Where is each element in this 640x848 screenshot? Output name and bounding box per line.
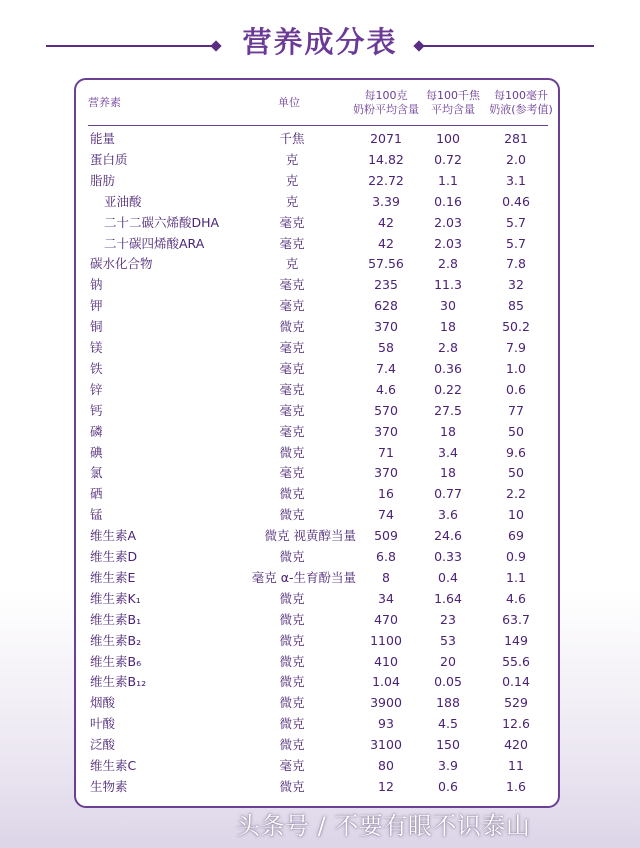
nutrient-name: 生物素: [90, 778, 128, 794]
unit-cell: 毫克: [279, 360, 305, 376]
value-per-100ml: 5.7: [506, 235, 526, 251]
header-unit: 单位: [278, 96, 300, 109]
value-per-100g: 235: [374, 277, 398, 293]
table-row: [76, 400, 558, 421]
table-row: [76, 504, 558, 525]
nutrient-name: 维生素D: [90, 549, 138, 564]
value-per-100ml: 5.7: [506, 214, 526, 230]
value-per-100kj: 18: [440, 465, 456, 481]
table-header: [76, 80, 558, 126]
header-per-100ml-line1: 每100毫升: [494, 89, 548, 102]
unit-cell: 毫克: [279, 423, 305, 439]
unit-cell: 微克 视黄醇当量: [264, 528, 356, 544]
value-per-100g: 93: [378, 716, 394, 732]
unit-cell: 毫克: [279, 298, 305, 314]
value-per-100ml: 3.1: [506, 172, 526, 188]
nutrient-name: 钾: [90, 298, 103, 314]
value-per-100g: 509: [374, 528, 398, 544]
table-row: [76, 462, 558, 483]
value-per-100g: 42: [378, 214, 394, 230]
unit-cell: 克: [285, 193, 299, 209]
value-per-100kj: 11.3: [434, 277, 462, 293]
value-per-100kj: 150: [436, 737, 460, 753]
title-row: [0, 14, 640, 59]
nutrient-name: 泛酸: [90, 737, 116, 753]
unit-cell: 克: [285, 151, 299, 167]
nutrition-table: [74, 78, 560, 808]
value-per-100ml: 63.7: [502, 611, 530, 627]
value-per-100ml: 0.9: [506, 549, 526, 564]
value-per-100kj: 0.72: [434, 151, 462, 167]
value-per-100g: 8: [382, 569, 390, 585]
value-per-100ml: 7.8: [506, 256, 526, 272]
unit-cell: 微克: [279, 632, 305, 648]
table-row: [76, 128, 558, 149]
title-divider-right: [420, 45, 594, 47]
header-per-100kj-line1: 每100千焦: [426, 89, 480, 102]
value-per-100g: 14.82: [368, 151, 404, 167]
nutrient-name: 维生素E: [90, 569, 136, 585]
value-per-100kj: 2.8: [438, 256, 458, 272]
header-per-100g-line2: 奶粉平均含量: [353, 103, 419, 116]
header-per-100g-line1: 每100克: [364, 89, 408, 102]
header-per-100kj-line2: 平均含量: [431, 103, 475, 116]
nutrient-name: 镁: [90, 340, 103, 355]
nutrient-name: 碘: [90, 444, 103, 460]
unit-cell: 微克: [279, 611, 305, 627]
value-per-100g: 12: [378, 778, 394, 794]
value-per-100ml: 11: [508, 758, 524, 773]
nutrient-name: 脂肪: [90, 172, 116, 188]
value-per-100ml: 32: [508, 277, 524, 293]
value-per-100g: 42: [378, 235, 394, 251]
nutrient-name: 能量: [90, 131, 116, 146]
unit-cell: 克: [285, 172, 299, 188]
unit-cell: 微克: [279, 444, 305, 460]
table-row: [76, 630, 558, 651]
value-per-100ml: 149: [504, 632, 528, 648]
nutrient-name: 氯: [90, 465, 103, 481]
value-per-100kj: 3.6: [438, 507, 458, 523]
table-row: [76, 295, 558, 316]
nutrient-name: 二十二碳六烯酸DHA: [104, 214, 220, 230]
header-nutrient: 营养素: [88, 96, 121, 109]
table-row: [76, 755, 558, 776]
value-per-100g: 410: [374, 653, 398, 669]
value-per-100kj: 0.22: [434, 381, 462, 397]
value-per-100ml: 1.0: [506, 360, 526, 376]
value-per-100g: 80: [378, 758, 394, 773]
unit-cell: 微克: [279, 737, 305, 753]
unit-cell: 毫克 α-生育酚当量: [251, 569, 356, 585]
unit-cell: 毫克: [279, 402, 305, 418]
value-per-100kj: 23: [440, 611, 456, 627]
value-per-100ml: 2.0: [506, 151, 526, 167]
table-row: [76, 651, 558, 672]
value-per-100g: 58: [378, 340, 394, 355]
nutrient-name: 硒: [90, 486, 103, 502]
unit-cell: 微克: [279, 778, 305, 794]
unit-cell: 克: [285, 256, 299, 272]
table-row: [76, 358, 558, 379]
table-row: [76, 734, 558, 755]
table-row: [76, 776, 558, 797]
value-per-100g: 628: [374, 298, 398, 314]
unit-cell: 毫克: [279, 340, 305, 355]
value-per-100g: 6.8: [376, 549, 396, 564]
table-row: [76, 692, 558, 713]
table-row: [76, 316, 558, 337]
unit-cell: 微克: [279, 319, 305, 335]
nutrient-name: 烟酸: [90, 695, 116, 711]
value-per-100g: 470: [374, 611, 398, 627]
value-per-100kj: 2.8: [438, 340, 458, 355]
value-per-100g: 2071: [370, 131, 402, 146]
value-per-100ml: 10: [508, 507, 524, 523]
value-per-100kj: 1.1: [438, 172, 458, 188]
table-row: [76, 149, 558, 170]
value-per-100kj: 0.16: [434, 193, 462, 209]
unit-cell: 微克: [279, 653, 305, 669]
value-per-100g: 370: [374, 423, 398, 439]
value-per-100kj: 0.4: [438, 569, 458, 585]
unit-cell: 毫克: [279, 277, 305, 293]
value-per-100kj: 4.5: [438, 716, 458, 732]
value-per-100ml: 12.6: [502, 716, 530, 732]
nutrient-name: 锌: [90, 381, 103, 397]
unit-cell: 毫克: [279, 465, 305, 481]
watermark-text: 头条号 / 不要有眼不识泰山: [236, 812, 531, 840]
value-per-100g: 57.56: [368, 256, 404, 272]
value-per-100ml: 0.6: [506, 381, 526, 397]
table-row: [76, 233, 558, 254]
table-row: [76, 191, 558, 212]
value-per-100kj: 188: [436, 695, 460, 711]
unit-cell: 千焦: [279, 131, 305, 146]
value-per-100g: 7.4: [376, 360, 396, 376]
value-per-100kj: 0.36: [434, 360, 462, 376]
unit-cell: 微克: [279, 549, 305, 564]
value-per-100g: 74: [378, 507, 394, 523]
unit-cell: 毫克: [279, 758, 305, 773]
header-divider: [88, 125, 548, 126]
value-per-100kj: 20: [440, 653, 456, 669]
value-per-100ml: 0.46: [502, 193, 530, 209]
value-per-100ml: 77: [508, 402, 524, 418]
nutrient-name: 碳水化合物: [90, 256, 153, 272]
nutrient-name: 亚油酸: [104, 193, 142, 209]
table-row: [76, 421, 558, 442]
table-row: [76, 713, 558, 734]
value-per-100g: 71: [378, 444, 394, 460]
value-per-100ml: 529: [504, 695, 528, 711]
unit-cell: 微克: [279, 674, 305, 690]
nutrient-name: 维生素B₁₂: [90, 674, 147, 690]
nutrient-name: 钠: [90, 277, 103, 293]
value-per-100g: 570: [374, 402, 398, 418]
value-per-100kj: 18: [440, 423, 456, 439]
value-per-100g: 370: [374, 465, 398, 481]
page-title: 营养成分表: [242, 25, 398, 59]
unit-cell: 微克: [279, 590, 305, 606]
table-row: [76, 442, 558, 463]
value-per-100ml: 420: [504, 737, 528, 753]
value-per-100g: 370: [374, 319, 398, 335]
value-per-100ml: 281: [504, 131, 528, 146]
nutrient-name: 铜: [90, 319, 103, 335]
unit-cell: 微克: [279, 486, 305, 502]
nutrient-name: 叶酸: [90, 716, 116, 732]
unit-cell: 微克: [279, 716, 305, 732]
value-per-100kj: 1.64: [434, 590, 462, 606]
unit-cell: 毫克: [279, 381, 305, 397]
value-per-100g: 3100: [370, 737, 402, 753]
table-row: [76, 379, 558, 400]
value-per-100ml: 69: [508, 528, 524, 544]
value-per-100kj: 0.33: [434, 549, 462, 564]
value-per-100ml: 0.14: [502, 674, 530, 690]
unit-cell: 毫克: [279, 214, 305, 230]
value-per-100kj: 2.03: [434, 235, 462, 251]
nutrient-name: 磷: [90, 423, 103, 439]
value-per-100ml: 50: [508, 423, 524, 439]
value-per-100g: 22.72: [368, 172, 404, 188]
table-row: [76, 525, 558, 546]
value-per-100ml: 2.2: [506, 486, 526, 502]
table-row: [76, 253, 558, 274]
value-per-100ml: 4.6: [506, 590, 526, 606]
unit-cell: 微克: [279, 695, 305, 711]
value-per-100ml: 1.6: [506, 778, 526, 794]
nutrient-name: 蛋白质: [90, 151, 128, 167]
value-per-100ml: 85: [508, 298, 524, 314]
value-per-100ml: 55.6: [502, 653, 530, 669]
nutrient-name: 维生素A: [90, 528, 137, 544]
value-per-100ml: 9.6: [506, 444, 526, 460]
value-per-100kj: 3.9: [438, 758, 458, 773]
nutrient-name: 钙: [90, 402, 103, 418]
value-per-100ml: 50: [508, 465, 524, 481]
table-row: [76, 671, 558, 692]
header-per-100ml: [479, 89, 563, 117]
value-per-100kj: 53: [440, 632, 456, 648]
nutrient-name: 维生素B₆: [90, 653, 142, 669]
value-per-100ml: 7.9: [506, 340, 526, 355]
nutrient-name: 锰: [90, 507, 103, 523]
value-per-100kj: 2.03: [434, 214, 462, 230]
value-per-100ml: 1.1: [506, 569, 526, 585]
value-per-100kj: 100: [436, 131, 460, 146]
value-per-100g: 3900: [370, 695, 402, 711]
table-row: [76, 567, 558, 588]
nutrient-name: 铁: [90, 360, 103, 376]
value-per-100kj: 27.5: [434, 402, 462, 418]
table-row: [76, 483, 558, 504]
value-per-100ml: 50.2: [502, 319, 530, 335]
value-per-100g: 34: [378, 590, 394, 606]
value-per-100kj: 0.77: [434, 486, 462, 502]
value-per-100g: 4.6: [376, 381, 396, 397]
table-row: [76, 274, 558, 295]
value-per-100g: 1.04: [372, 674, 400, 690]
nutrient-name: 维生素C: [90, 758, 137, 773]
unit-cell: 毫克: [279, 235, 305, 251]
header-per-100ml-line2: 奶液(参考值): [489, 103, 553, 116]
nutrient-name: 维生素B₂: [90, 632, 142, 648]
nutrient-name: 二十碳四烯酸ARA: [104, 235, 205, 251]
value-per-100kj: 30: [440, 298, 456, 314]
table-row: [76, 170, 558, 191]
value-per-100g: 1100: [370, 632, 402, 648]
value-per-100g: 3.39: [372, 193, 400, 209]
value-per-100g: 16: [378, 486, 394, 502]
nutrient-name: 维生素K₁: [90, 590, 141, 606]
value-per-100kj: 0.05: [434, 674, 462, 690]
value-per-100kj: 3.4: [438, 444, 458, 460]
table-row: [76, 546, 558, 567]
table-row: [76, 337, 558, 358]
unit-cell: 微克: [279, 507, 305, 523]
table-row: [76, 609, 558, 630]
table-row: [76, 212, 558, 233]
value-per-100kj: 0.6: [438, 778, 458, 794]
value-per-100kj: 18: [440, 319, 456, 335]
value-per-100kj: 24.6: [434, 528, 462, 544]
table-row: [76, 588, 558, 609]
nutrient-name: 维生素B₁: [90, 611, 142, 627]
